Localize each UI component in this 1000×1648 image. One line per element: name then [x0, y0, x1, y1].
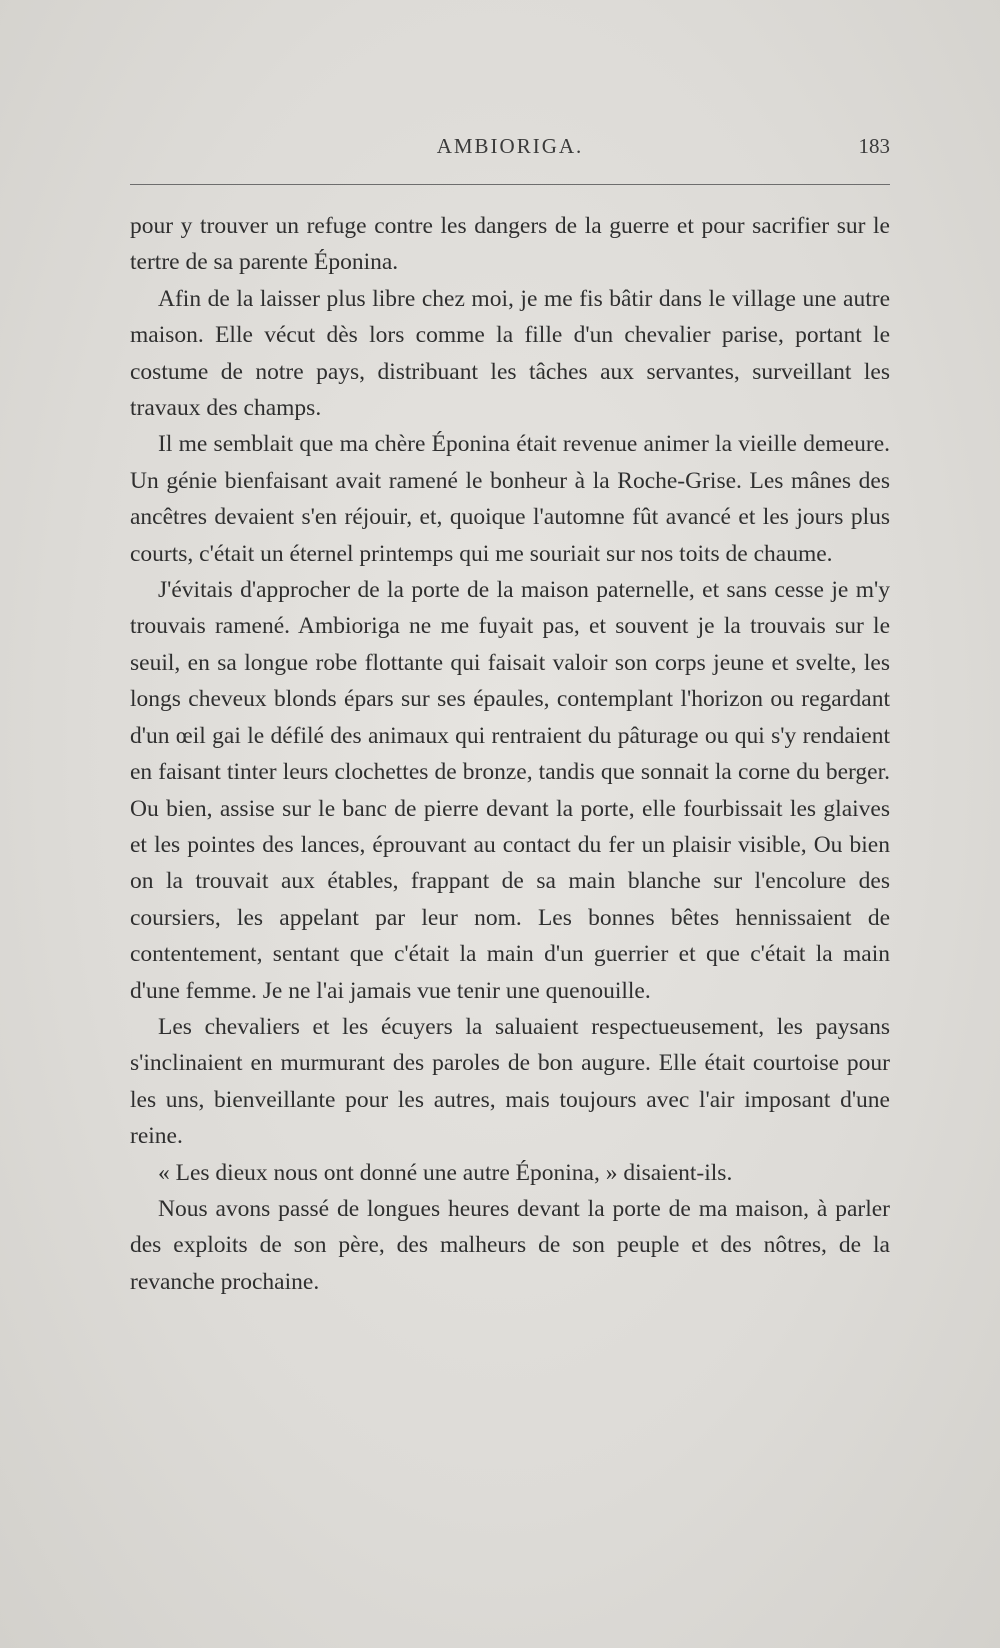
running-title: AMBIORIGA.: [436, 134, 584, 158]
paragraph: Les chevaliers et les écuyers la saluaient respectueusement, les paysans s'inclinaient en murmurant des paroles de bon augure. Elle était courtoise pour les uns, bienveillante pour les autres, mais toujours avec l'air imposant d'une reine.: [130, 1013, 890, 1150]
paragraph-quote: « Les dieux nous ont donné une autre Éponina, » disaient-ils.: [158, 1159, 733, 1186]
header-rule: [130, 184, 890, 185]
paragraph: Nous avons passé de longues heures devant la porte de ma maison, à parler des exploits de son père, des malheurs de son peuple et des nôtres, de la revanche prochaine.: [130, 1195, 890, 1295]
paragraph: Il me semblait que ma chère Éponina était revenue animer la vieille demeure. Un génie bienfaisant avait ramené le bonheur à la Roche-Grise. Les mânes des ancêtres devaient s'en réjouir, et, quoique l'automne fût avancé et les jours plus courts, c'était un éternel printemps qui me souriait sur nos toits de chaume.: [130, 431, 890, 567]
paragraph: Afin de la laisser plus libre chez moi, je me fis bâtir dans le village une autre maison. Elle vécut dès lors comme la fille d'un chevalier parise, portant le costume de notre pays, distribuant les tâches aux servantes, surveillant les travaux des champs.: [130, 285, 890, 422]
paragraph-continued: pour y trouver un refuge contre les dangers de la guerre et pour sacrifier sur le tertre de sa parente Éponina.: [130, 213, 890, 276]
body-text: [130, 208, 890, 1300]
page-number: 183: [858, 134, 890, 158]
running-head: [130, 134, 890, 168]
paragraph: J'évitais d'approcher de la porte de la maison paternelle, et sans cesse je m'y trouvais ramené. Ambioriga ne me fuyait pas, et souvent je la trouvais sur le seuil, en sa longue robe flottante qui faisait valoir son corps jeune et svelte, les longs cheveux blonds épars sur ses épaules, contemplant l'horizon ou regardant d'un œil gai le défilé des animaux qui rentraient du pâturage ou qui s'y rendaient en faisant tinter leurs clochettes de bronze, tandis que sonnait la corne du berger. Ou bien, assise sur le banc de pierre devant la porte, elle fourbissait les glaives et les pointes des lances, éprouvant au contact du fer un plaisir visible, Ou bien on la trouvait aux étables, frappant de sa main blanche sur l'encolure des coursiers, les appelant par leur nom. Les bonnes bêtes hennissaient de contentement, sentant que c'était la main d'un guerrier et que c'était la main d'une femme. Je ne l'ai jamais vue tenir une quenouille.: [130, 577, 890, 1004]
